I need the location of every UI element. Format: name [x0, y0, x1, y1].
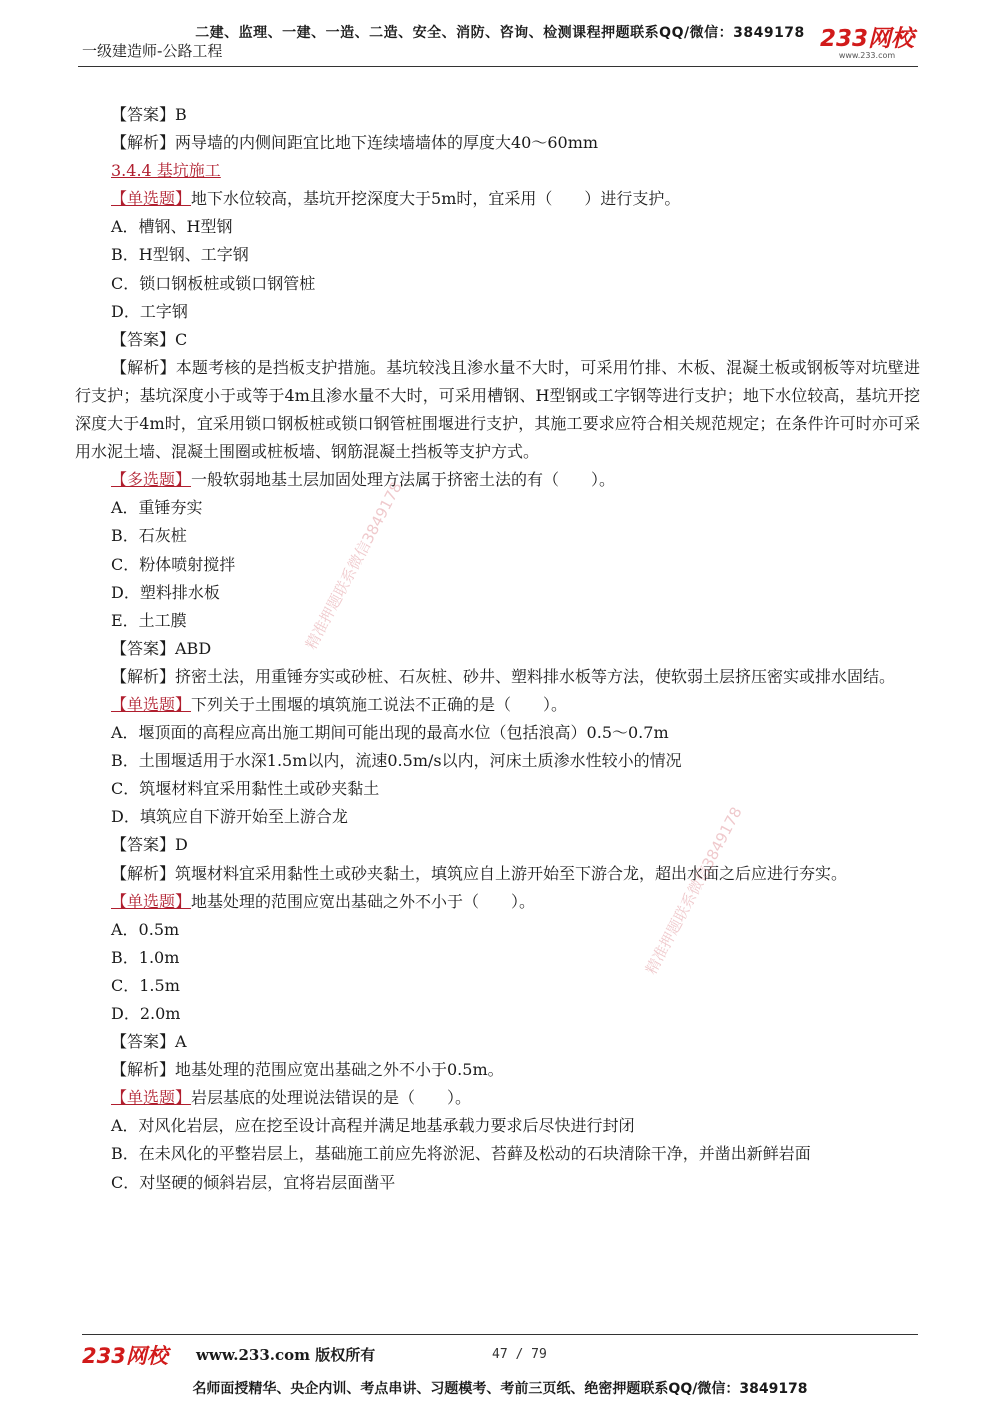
option-c: C．对坚硬的倾斜岩层，宜将岩层面凿平	[111, 1172, 396, 1192]
section-heading	[75, 157, 920, 185]
option-b: B．在未风化的平整岩层上，基础施工前应先将淤泥、苔藓及松动的石块清除干净，并凿出新鲜岩面	[111, 1144, 811, 1164]
question-4	[75, 888, 920, 916]
option-b: B．石灰桩	[111, 526, 187, 546]
explanation-paragraph: 【解析】筑堰材料宜采用黏性土或砂夹黏土，填筑应自上游开始至下游合龙，超出水面之后应进行夯实。	[111, 863, 848, 883]
question-text: 地下水位较高，基坑开挖深度大于5m时，宜采用（ ）进行支护。	[191, 189, 681, 209]
option-d: D．工字钢	[111, 301, 188, 321]
question-3	[75, 691, 920, 719]
question-5	[75, 1084, 920, 1112]
option-b: B．土围堰适用于水深1.5m以内，流速0.5m/s以内，河床土质渗水性较小的情况	[111, 751, 682, 771]
question-text: 岩层基底的处理说法错误的是（ ）。	[191, 1088, 472, 1108]
answer-line: 【答案】ABD	[111, 638, 212, 658]
question-2	[75, 466, 920, 494]
answer-line: 【答案】C	[111, 329, 188, 349]
logo-text: 233网校	[819, 26, 914, 52]
explanation-line: 【解析】两导墙的内侧间距宜比地下连续墙墙体的厚度大40～60mm	[111, 133, 599, 153]
explanation-paragraph: 【解析】本题考核的是挡板支护措施。基坑较浅且渗水量不大时，可采用竹排、木板、混凝土板或钢板等对坑壁进行支护；基坑深度小于或等于4m且渗水量不大时，可采用槽钢、H型钢或工字钢等进行支护；地下水位较高，基坑开挖深度大于4m时，宜采用锁口钢板桩或锁口钢管桩围堰进行支护，其施工要求应符合相关规范规定；在条件许可时亦可采用水泥土墙、混凝土围圈或桩板墙、钢筋混凝土挡板等支护方式。	[75, 357, 920, 462]
answer-line: 【答案】D	[111, 835, 188, 855]
option-c: C．锁口钢板桩或锁口钢管桩	[111, 273, 316, 293]
explanation-paragraph: 【解析】挤密土法，用重锤夯实或砂桩、石灰桩、砂井、塑料排水板等方法，使软弱土层挤压密实或排水固结。	[111, 666, 896, 686]
option-a: A．堰顶面的高程应高出施工期间可能出现的最高水位（包括浪高）0.5～0.7m	[111, 723, 669, 743]
option-d: D．2.0m	[111, 1004, 181, 1023]
footer-copyright: www.233.com 版权所有	[196, 1346, 376, 1364]
question-text: 地基处理的范围应宽出基础之外不小于（ ）。	[191, 891, 536, 911]
option-a: A．槽钢、H型钢	[111, 217, 233, 237]
answer-line: 【答案】A	[111, 1032, 187, 1052]
question-type-tag: 【单选题】	[111, 891, 192, 911]
question-text: 一般软弱地基土层加固处理方法属于挤密土法的有（ ）。	[191, 470, 616, 490]
option-c: C．粉体喷射搅拌	[111, 554, 236, 574]
option-d: D．填筑应自下游开始至上游合龙	[111, 807, 348, 827]
page-body	[75, 101, 920, 1197]
option-b: B．1.0m	[111, 947, 180, 967]
question-1	[75, 185, 920, 213]
option-a: A．对风化岩层，应在挖至设计高程并满足地基承载力要求后尽快进行封闭	[111, 1116, 635, 1136]
option-a: A．重锤夯实	[111, 498, 203, 518]
page-number: 47 / 79	[492, 1347, 547, 1362]
question-type-tag: 【单选题】	[111, 189, 192, 209]
brand-logo	[820, 27, 914, 60]
option-e: E．土工膜	[111, 610, 187, 630]
logo-url: www.233.com	[838, 51, 896, 60]
option-c: C．1.5m	[111, 975, 180, 995]
question-type-tag: 【单选题】	[111, 1088, 192, 1108]
option-b: B．H型钢、工字钢	[111, 245, 249, 265]
footer-divider	[82, 1334, 918, 1335]
header-promo: 二建、监理、一建、一造、二造、安全、消防、咨询、检测课程押题联系QQ/微信：3849178	[195, 25, 805, 41]
watermark-text: 精准押题联系微信3849178	[302, 479, 406, 653]
section-link[interactable]: 3.4.4 基坑施工	[111, 161, 221, 181]
answer-line: 【答案】B	[111, 105, 187, 124]
document-subtitle: 一级建造师-公路工程	[82, 42, 223, 60]
option-d: D．塑料排水板	[111, 582, 220, 602]
question-text: 下列关于土围堰的填筑施工说法不正确的是（ ）。	[191, 694, 568, 714]
option-a: A．0.5m	[111, 919, 180, 939]
explanation-line: 【解析】地基处理的范围应宽出基础之外不小于0.5m。	[111, 1060, 504, 1080]
watermark-text: 精准押题联系微信3849178	[642, 804, 746, 978]
option-c: C．筑堰材料宜采用黏性土或砂夹黏土	[111, 779, 380, 799]
footer-logo: 233网校	[82, 1344, 168, 1368]
question-type-tag: 【单选题】	[111, 694, 192, 714]
footer-promo: 名师面授精华、央企内训、考点串讲、习题模考、考前三页纸、绝密押题联系QQ/微信：3849178	[192, 1381, 808, 1397]
header-divider	[78, 66, 918, 67]
question-type-tag: 【多选题】	[111, 470, 192, 490]
